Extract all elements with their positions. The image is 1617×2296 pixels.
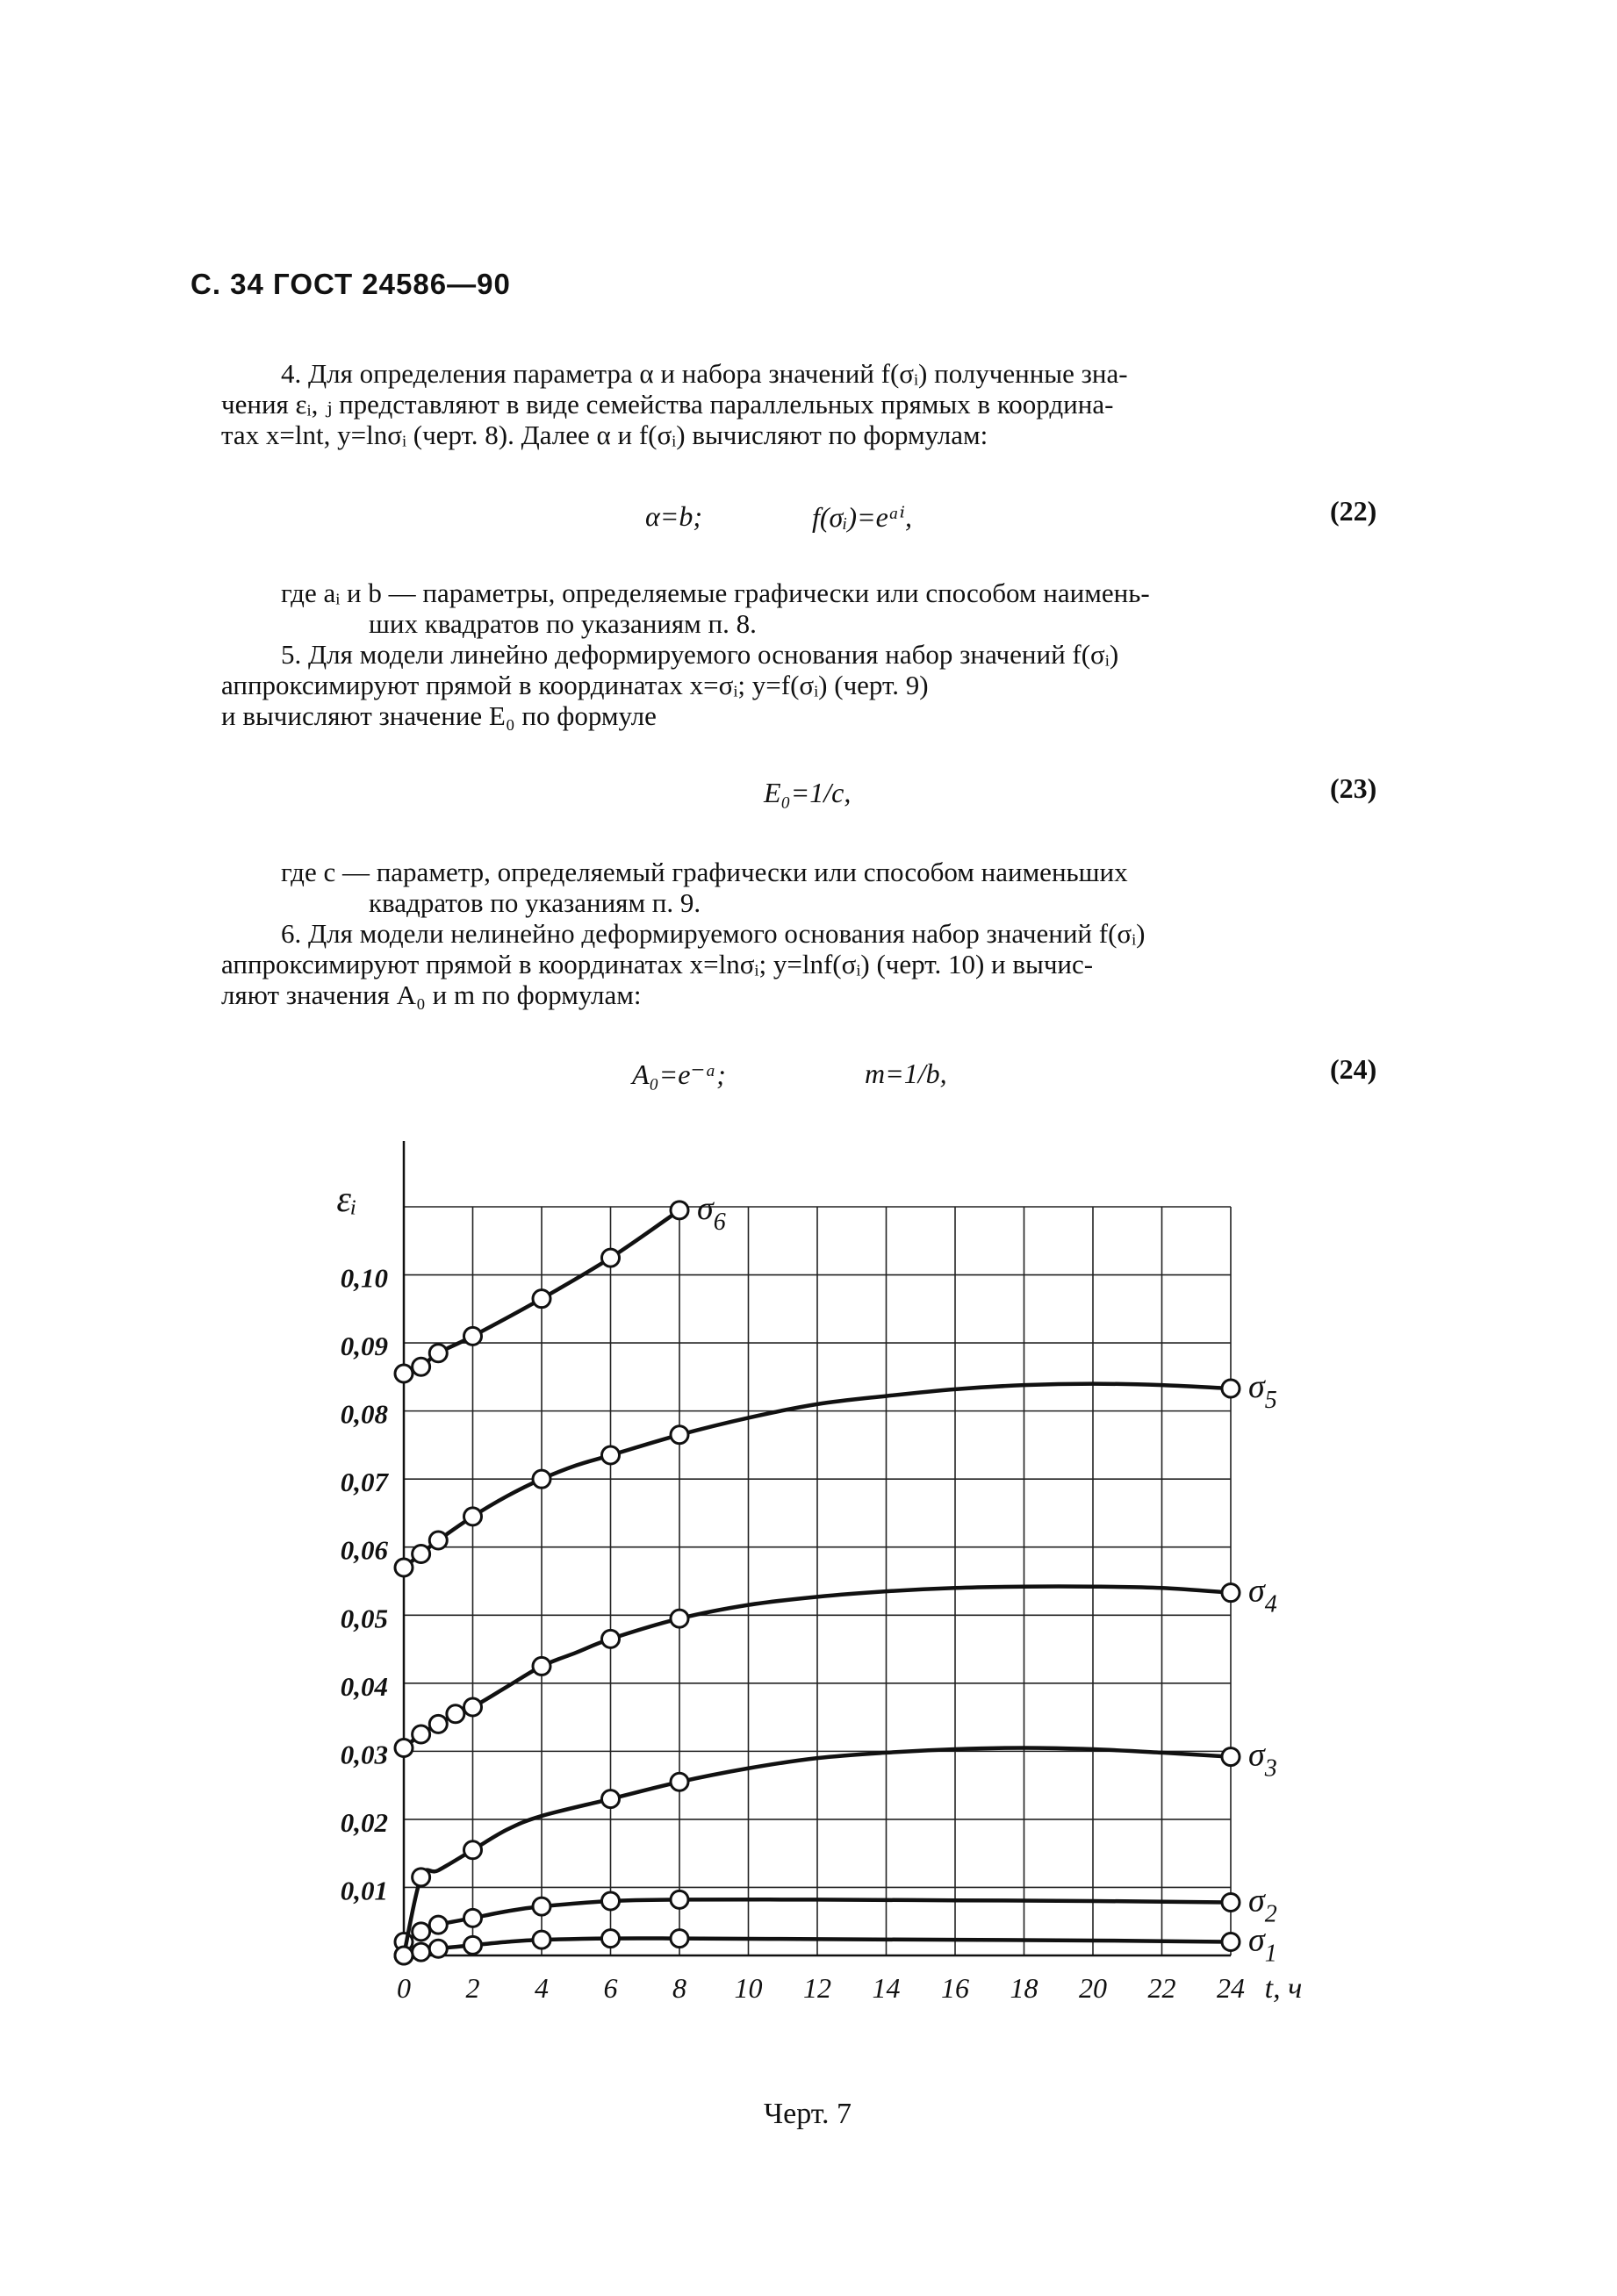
y-axis-label: εᵢ <box>336 1180 357 1220</box>
data-point-marker <box>464 1909 482 1926</box>
data-point-marker <box>413 1726 430 1743</box>
data-point-marker <box>413 1545 430 1562</box>
x-tick-label: 6 <box>603 1972 618 2004</box>
x-tick-label: 8 <box>672 1972 686 2004</box>
formula-22-left: α=b; <box>645 500 703 532</box>
paragraph-5-where-2: квадратов по указаниям п. 9. <box>369 887 701 918</box>
x-tick-label: 4 <box>535 1972 549 2004</box>
data-point-marker <box>1222 1584 1240 1602</box>
x-tick-label: 24 <box>1217 1972 1245 2004</box>
data-point-marker <box>602 1930 620 1948</box>
data-point-marker <box>395 1739 413 1756</box>
data-point-marker <box>413 1869 430 1886</box>
x-tick-label: 2 <box>465 1972 480 2004</box>
data-point-marker <box>429 1940 447 1957</box>
data-point-marker <box>413 1943 430 1961</box>
series-label: $\sigma_2$ <box>1248 1882 1277 1928</box>
data-point-marker <box>671 1426 688 1444</box>
x-tick-label: 20 <box>1079 1972 1107 2004</box>
y-tick-label: 0,03 <box>340 1739 388 1770</box>
data-point-marker <box>671 1891 688 1908</box>
data-point-marker <box>602 1446 620 1464</box>
series-label: $\sigma_3$ <box>1248 1736 1277 1783</box>
paragraph-4-where-1: где aᵢ и b — параметры, определяемые графически или способом наимень- <box>281 578 1150 608</box>
y-tick-label: 0,08 <box>340 1398 388 1430</box>
y-tick-label: 0,01 <box>340 1875 388 1906</box>
x-tick-label: 16 <box>941 1972 969 2004</box>
page-header: С. 34 ГОСТ 24586—90 <box>190 268 511 300</box>
data-point-marker <box>429 1916 447 1934</box>
data-point-marker <box>464 1327 482 1345</box>
data-point-marker <box>1222 1894 1240 1912</box>
data-point-marker <box>533 1470 550 1488</box>
paragraph-5-line-3: и вычисляют значение E₀ по формуле <box>221 700 657 731</box>
x-axis-label: t, ч <box>1264 1972 1303 2005</box>
equation-number-24: (24) <box>1330 1053 1377 1085</box>
data-point-marker <box>671 1930 688 1948</box>
equation-number-22: (22) <box>1330 495 1377 527</box>
data-point-marker <box>602 1249 620 1266</box>
data-point-marker <box>1222 1933 1240 1950</box>
data-point-marker <box>429 1345 447 1362</box>
paragraph-4-line-2: чения εᵢ, ⱼ представляют в виде семейства параллельных прямых в координа- <box>221 389 1114 420</box>
data-point-marker <box>1222 1748 1240 1766</box>
paragraph-5-line-1: 5. Для модели линейно деформируемого основания набор значений f(σᵢ) <box>281 639 1119 670</box>
formula-24-left: A₀=e⁻ᵃ; <box>632 1058 726 1090</box>
paragraph-4-where-2: ших квадратов по указаниям п. 8. <box>369 608 757 639</box>
y-tick-label: 0,07 <box>340 1467 388 1498</box>
paragraph-6-line-2: аппроксимируют прямой в координатах x=lnσᵢ; y=lnf(σᵢ) (черт. 10) и вычис- <box>221 949 1094 979</box>
data-point-marker <box>447 1705 464 1723</box>
data-point-marker <box>533 1931 550 1948</box>
equation-number-23: (23) <box>1330 772 1377 804</box>
formula-24-right: m=1/b, <box>865 1058 947 1089</box>
x-tick-label: 18 <box>1010 1972 1038 2004</box>
paragraph-5-line-2: аппроксимируют прямой в координатах x=σᵢ; y=f(σᵢ) (черт. 9) <box>221 670 929 700</box>
data-point-marker <box>602 1790 620 1808</box>
data-point-marker <box>464 1841 482 1859</box>
y-tick-label: 0,10 <box>340 1262 388 1294</box>
paragraph-6-line-3: ляют значения A₀ и m по формулам: <box>221 979 642 1010</box>
data-point-marker <box>395 1365 413 1382</box>
series-label: $\sigma_4$ <box>1248 1572 1277 1618</box>
formula-22-right: f(σᵢ)=eᵃⁱ, <box>812 501 913 533</box>
y-tick-label: 0,06 <box>340 1534 388 1566</box>
data-point-marker <box>429 1715 447 1733</box>
x-tick-label: 10 <box>734 1972 763 2004</box>
formula-23: E₀=1/c, <box>764 777 852 808</box>
data-point-marker <box>533 1657 550 1675</box>
x-tick-label: 12 <box>803 1972 831 2004</box>
data-point-marker <box>413 1923 430 1941</box>
data-point-marker <box>1222 1380 1240 1397</box>
data-point-marker <box>413 1358 430 1375</box>
paragraph-4-line-3: тах x=lnt, y=lnσᵢ (черт. 8). Далее α и f(σᵢ) вычисляют по формулам: <box>221 420 988 450</box>
y-tick-label: 0,09 <box>340 1331 388 1362</box>
data-point-marker <box>395 1947 413 1964</box>
data-point-marker <box>533 1290 550 1308</box>
series-label: $\sigma_5$ <box>1248 1368 1277 1415</box>
data-point-marker <box>602 1892 620 1910</box>
x-tick-label: 0 <box>397 1972 411 2004</box>
data-point-marker <box>671 1202 688 1219</box>
figure-caption: Черт. 7 <box>764 2098 852 2130</box>
data-point-marker <box>395 1559 413 1576</box>
data-point-marker <box>464 1508 482 1525</box>
data-point-marker <box>602 1630 620 1647</box>
series-label: $\sigma_1$ <box>1248 1921 1277 1968</box>
data-point-marker <box>671 1610 688 1627</box>
series-label: $\sigma_6$ <box>697 1189 726 1236</box>
y-tick-label: 0,02 <box>340 1806 388 1838</box>
data-point-marker <box>429 1532 447 1549</box>
paragraph-4-line-1: 4. Для определения параметра α и набора значений f(σᵢ) полученные зна- <box>281 358 1128 389</box>
data-point-marker <box>464 1936 482 1954</box>
chart-grid <box>404 1207 1231 1955</box>
data-point-marker <box>533 1898 550 1915</box>
paragraph-5-where-1: где c — параметр, определяемый графически или способом наименьших <box>281 857 1128 887</box>
y-tick-label: 0,04 <box>340 1670 388 1702</box>
y-tick-label: 0,05 <box>340 1603 388 1634</box>
data-point-marker <box>464 1698 482 1716</box>
data-point-marker <box>671 1773 688 1790</box>
paragraph-6-line-1: 6. Для модели нелинейно деформируемого основания набор значений f(σᵢ) <box>281 918 1146 949</box>
x-tick-label: 22 <box>1147 1972 1176 2004</box>
x-tick-label: 14 <box>872 1972 901 2004</box>
